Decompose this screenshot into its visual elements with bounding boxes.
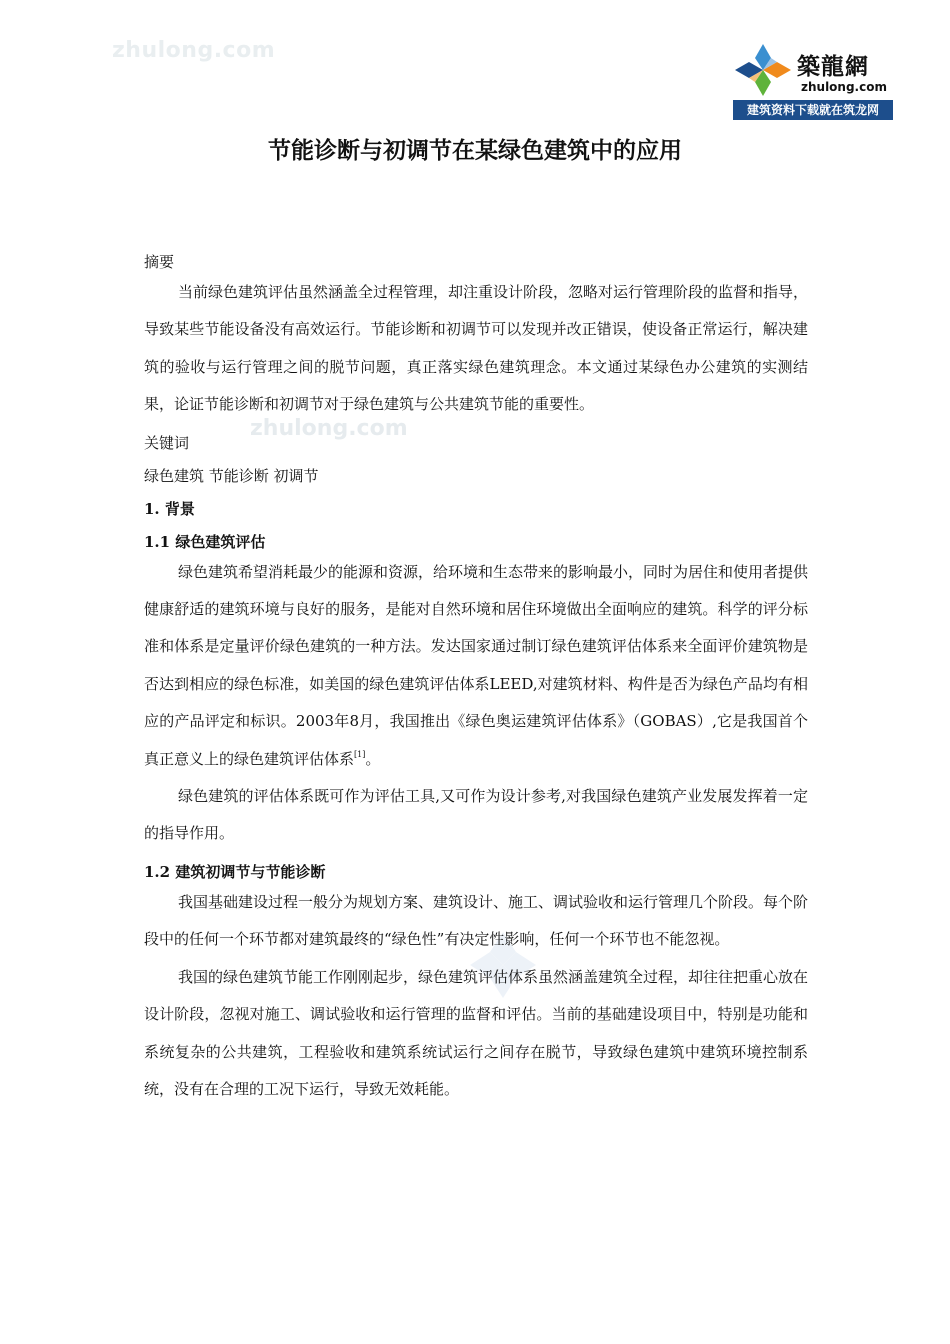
paragraph-1-1-a [144,554,808,778]
citation-ref: [1] [354,749,366,759]
paragraph-1-2-a: 我国基础建设过程一般分为规划方案、建筑设计、施工、调试验收和运行管理几个阶段。每个阶段中的任何一个环节都对建筑最终的“绿色性”有决定性影响，任何一个环节也不能忽视。 [144,892,809,949]
document-title: 节能诊断与初调节在某绿色建筑中的应用 [268,137,682,164]
watermark-top: zhulong.com [112,38,276,63]
section-heading-1-1: 1.1 绿色建筑评估 [144,532,266,551]
abstract-paragraph: 当前绿色建筑评估虽然涵盖全过程管理，却注重设计阶段，忽略对运行管理阶段的监督和指导，导致某些节能设备没有高效运行。节能诊断和初调节可以发现并改正错误，使设备正常运行，解决建筑的验收与运行管理之间的脱节问题，真正落实绿色建筑理念。本文通过某绿色办公建筑的实测结果，论证节能诊断和初调节对于绿色建筑与公共建筑节能的重要性。 [144,283,809,414]
keywords-label: 关键词 [144,433,190,452]
zhulong-emblem-icon [733,42,793,98]
keywords-text: 绿色建筑 节能诊断 初调节 [144,466,319,485]
section-heading-1: 1. 背景 [144,499,195,518]
abstract-label: 摘要 [144,253,175,271]
logo-slogan: 建筑资料下载就在筑龙网 [733,100,893,120]
paragraph-1-1-a-end: 。 [365,749,381,768]
paragraph-1-1-b: 绿色建筑的评估体系既可作为评估工具,又可作为设计参考,对我国绿色建筑产业发展发挥着一定的指导作用。 [144,787,808,843]
watermark-middle: zhulong.com [250,416,408,441]
document-body [144,250,808,1108]
logo-domain: zhulong.com [801,80,887,94]
paragraph-1-2-b: 我国的绿色建筑节能工作刚刚起步，绿色建筑评估体系虽然涵盖建筑全过程，却往往把重心放在设计阶段，忽视对施工、调试验收和运行管理的监督和评估。当前的基础建设项目中，特别是功能和系统复杂的公共建筑，工程验收和建筑系统试运行之间存在脱节，导致绿色建筑中建筑环境控制系统，没有在合理的工况下运行，导致无效耗能。 [144,967,809,1098]
paragraph-1-1-a-text: 绿色建筑希望消耗最少的能源和资源，给环境和生态带来的影响最小，同时为居住和使用者提供健康舒适的建筑环境与良好的服务，是能对自然环境和居住环境做出全面响应的建筑。科学的评分标准和体系是定量评价绿色建筑的一种方法。发达国家通过制订绿色建筑评估体系来全面评价建筑物是否达到相应的绿色标准，如美国的绿色建筑评估体系LEED,对建筑材料、构件是否为绿色产品均有相应的产品评定和标识。2003年8月，我国推出《绿色奥运建筑评估体系》（GOBAS）,它是我国首个真正意义上的绿色建筑评估体系 [144,562,809,768]
zhulong-logo [733,42,893,122]
section-heading-1-2: 1.2 建筑初调节与节能诊断 [144,862,326,881]
logo-chinese-name: 築龍網 [797,53,869,80]
